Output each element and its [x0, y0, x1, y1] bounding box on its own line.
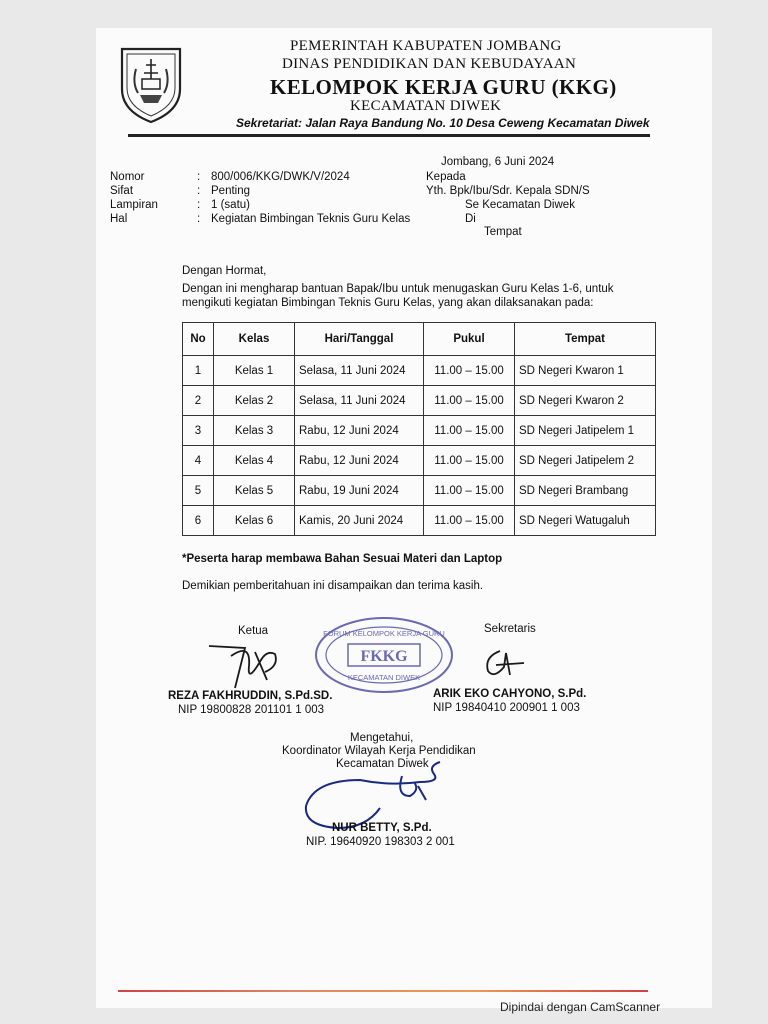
table-row [183, 476, 656, 506]
cell-no: 6 [183, 506, 214, 536]
cell-tanggal: Rabu, 12 Juni 2024 [295, 446, 424, 476]
meta-value-sifat: Penting [211, 185, 251, 197]
recipient-kepada: Kepada [426, 171, 466, 183]
cell-no: 5 [183, 476, 214, 506]
cell-pukul: 11.00 – 15.00 [424, 446, 515, 476]
cell-tempat: SD Negeri Jatipelem 2 [515, 446, 656, 476]
ketua-signature [205, 636, 285, 692]
meta-labels [110, 170, 158, 226]
korwil-nip: NIP. 19640920 198303 2 001 [306, 836, 455, 848]
recipient-tempat: Tempat [484, 226, 522, 238]
meta-value-hal: Kegiatan Bimbingan Teknis Guru Kelas [211, 213, 411, 225]
recipient-yth: Yth. Bpk/Ibu/Sdr. Kepala SDN/S [426, 185, 590, 197]
cell-kelas: Kelas 6 [214, 506, 295, 536]
meta-colons: : : : : [197, 171, 201, 225]
meta-label-nomor: Nomor [110, 171, 145, 183]
kop-address: Sekretariat: Jalan Raya Bandung No. 10 Desa Ceweng Kecamatan Diwek [236, 116, 650, 130]
cell-no: 2 [183, 386, 214, 416]
mengetahui-label: Mengetahui, [350, 732, 414, 744]
cell-tempat: SD Negeri Kwaron 2 [515, 386, 656, 416]
cell-pukul: 11.00 – 15.00 [424, 356, 515, 386]
cell-tanggal: Selasa, 11 Juni 2024 [295, 356, 424, 386]
closing-sentence: Demikian pemberitahuan ini disampaikan dan terima kasih. [182, 580, 484, 592]
cell-tanggal: Rabu, 12 Juni 2024 [295, 416, 424, 446]
meta-value-nomor: 800/006/KKG/DWK/V/2024 [211, 171, 350, 183]
col-header-no: No [183, 323, 214, 356]
cell-tempat: SD Negeri Watugaluh [515, 506, 656, 536]
letter-date: Jombang, 6 Juni 2024 [441, 156, 555, 168]
sekretaris-signature [480, 645, 530, 681]
cell-tanggal: Kamis, 20 Juni 2024 [295, 506, 424, 536]
kop-line-3: KELOMPOK KERJA GURU (KKG) [270, 75, 617, 99]
col-header-pukul: Pukul [424, 323, 515, 356]
table-row [183, 356, 656, 386]
ketua-name: REZA FAKHRUDDIN, S.Pd.SD. [168, 690, 333, 702]
cell-no: 3 [183, 416, 214, 446]
cell-kelas: Kelas 1 [214, 356, 295, 386]
kop-line-1: PEMERINTAH KABUPATEN JOMBANG [290, 38, 562, 54]
cell-kelas: Kelas 5 [214, 476, 295, 506]
sekretaris-nip: NIP 19840410 200901 1 003 [433, 702, 580, 714]
cell-pukul: 11.00 – 15.00 [424, 386, 515, 416]
table-row [183, 506, 656, 536]
kop-line-4: KECAMATAN DIWEK [350, 98, 502, 114]
cell-tanggal: Rabu, 19 Juni 2024 [295, 476, 424, 506]
cell-tempat: SD Negeri Jatipelem 1 [515, 416, 656, 446]
participant-note: *Peserta harap membawa Bahan Sesuai Materi dan Laptop [182, 553, 503, 565]
camscanner-footer: Dipindai dengan CamScanner [500, 1000, 661, 1014]
schedule-table [182, 322, 656, 536]
cell-no: 1 [183, 356, 214, 386]
cell-tanggal: Selasa, 11 Juni 2024 [295, 386, 424, 416]
ketua-nip: NIP 19800828 201101 1 003 [178, 704, 325, 716]
korwil-name: NUR BETTY, S.Pd. [332, 822, 432, 834]
body-paragraph-line-1: Dengan ini mengharap bantuan Bapak/Ibu untuk menugaskan Guru Kelas 1-6, untuk [182, 283, 614, 295]
col-header-tempat: Tempat [515, 323, 656, 356]
body-paragraph-line-2: mengikuti kegiatan Bimbingan Teknis Guru Kelas, yang akan dilaksanakan pada: [182, 297, 594, 309]
stamp-center-text: FKKG [360, 648, 408, 665]
meta-value-lampiran: 1 (satu) [211, 199, 250, 211]
meta-label-sifat: Sifat [110, 185, 134, 197]
jombang-crest-logo [118, 45, 184, 125]
scan-edge-line [118, 990, 648, 992]
cell-kelas: Kelas 4 [214, 446, 295, 476]
meta-label-hal: Hal [110, 213, 128, 225]
koordinator-label: Koordinator Wilayah Kerja Pendidikan [282, 745, 476, 757]
meta-values [211, 170, 410, 226]
kop-line-2: DINAS PENDIDIKAN DAN KEBUDAYAAN [282, 56, 577, 72]
cell-pukul: 11.00 – 15.00 [424, 506, 515, 536]
table-row [183, 416, 656, 446]
meta-label-lampiran: Lampiran [110, 199, 158, 211]
fkkg-stamp [312, 614, 456, 696]
cell-kelas: Kelas 2 [214, 386, 295, 416]
col-header-kelas: Kelas [214, 323, 295, 356]
cell-no: 4 [183, 446, 214, 476]
table-row [183, 446, 656, 476]
stamp-top-text: FORUM KELOMPOK KERJA GURU [323, 629, 445, 638]
recipient-di: Di [465, 213, 476, 225]
cell-pukul: 11.00 – 15.00 [424, 416, 515, 446]
stamp-bottom-text: KECAMATAN DIWEK [347, 673, 421, 682]
cell-pukul: 11.00 – 15.00 [424, 476, 515, 506]
table-header-row [183, 323, 656, 356]
col-header-tanggal: Hari/Tanggal [295, 323, 424, 356]
recipient-area: Se Kecamatan Diwek [465, 199, 575, 211]
kecamatan-label: Kecamatan Diwek [336, 758, 429, 770]
cell-tempat: SD Negeri Kwaron 1 [515, 356, 656, 386]
cell-tempat: SD Negeri Brambang [515, 476, 656, 506]
ketua-title: Ketua [238, 625, 269, 637]
sekretaris-title: Sekretaris [484, 623, 536, 635]
letterhead-divider [128, 134, 650, 137]
cell-kelas: Kelas 3 [214, 416, 295, 446]
table-row [183, 386, 656, 416]
sekretaris-name: ARIK EKO CAHYONO, S.Pd. [433, 688, 587, 700]
salutation: Dengan Hormat, [182, 265, 267, 277]
